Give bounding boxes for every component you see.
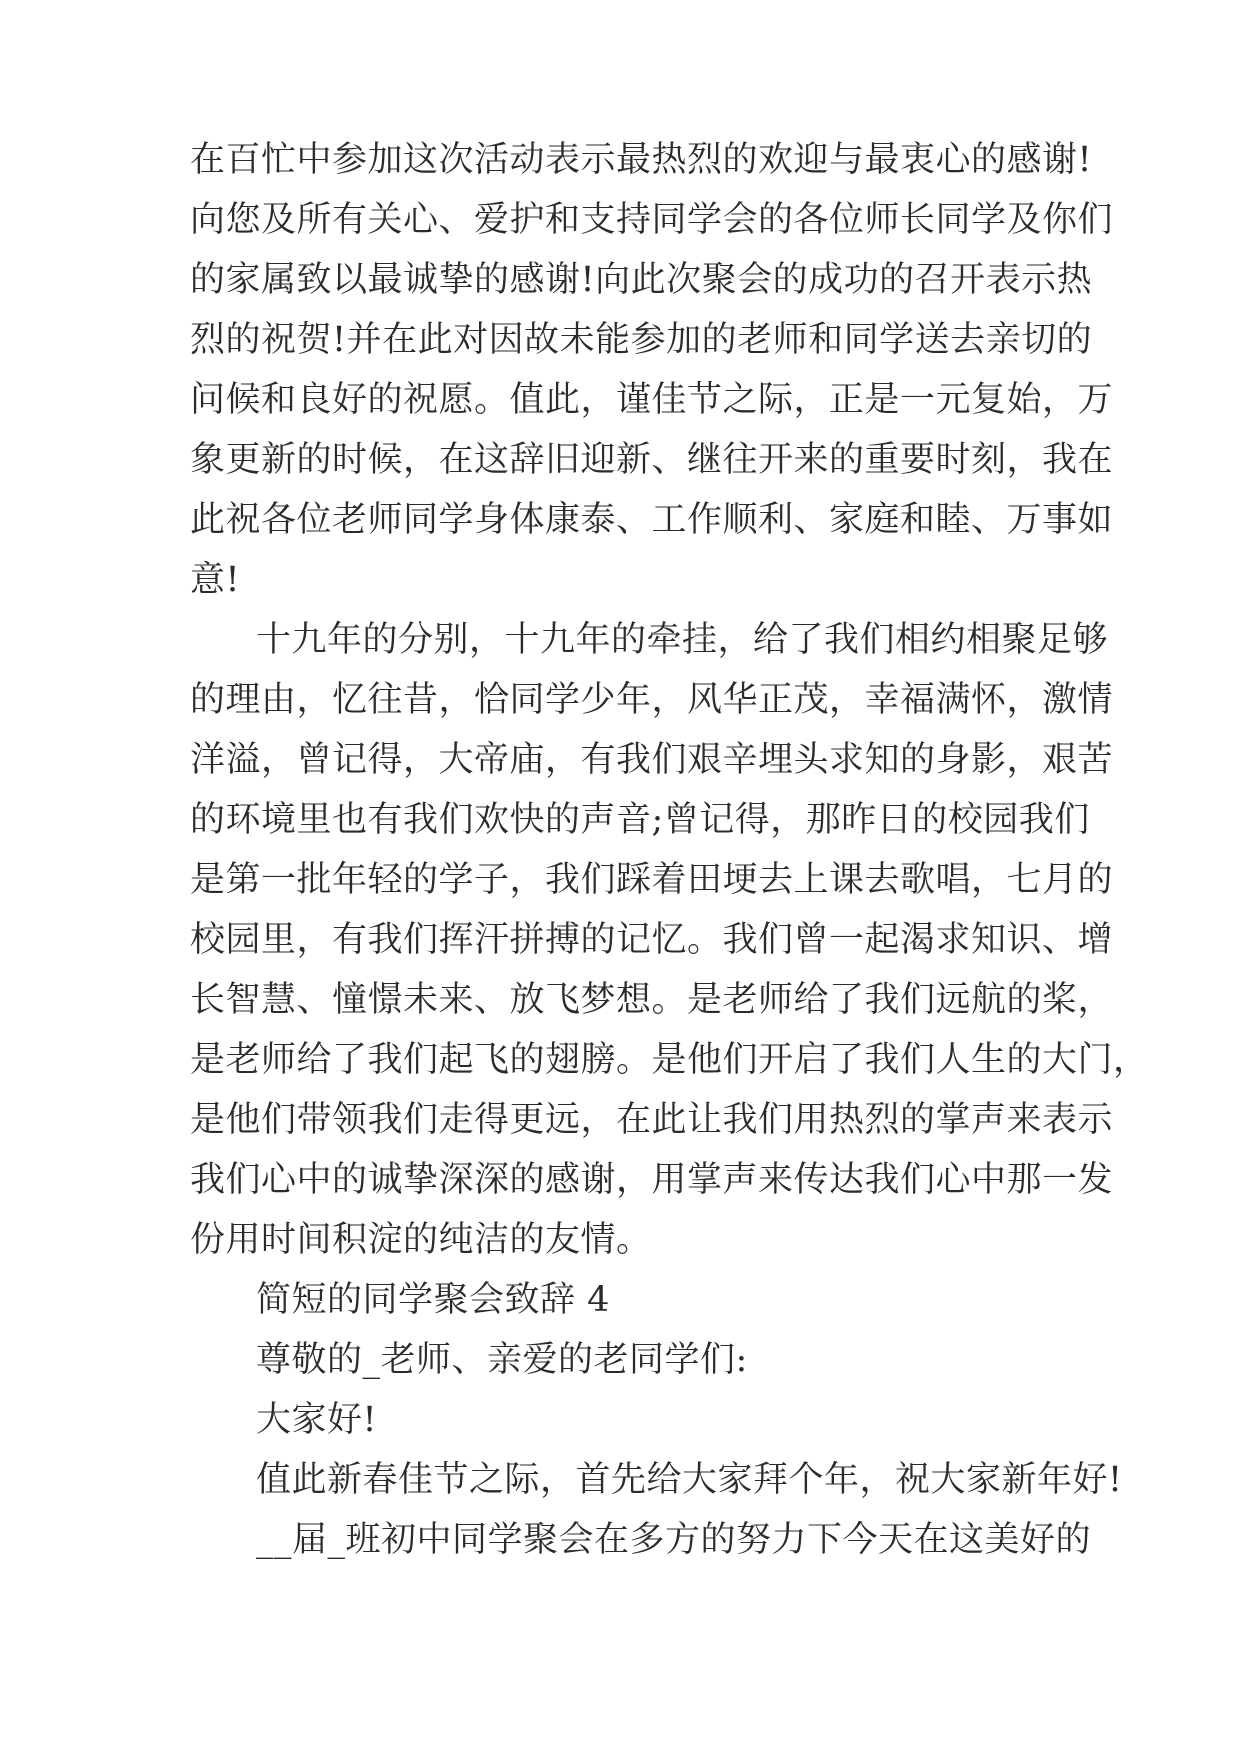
text-line: 是老师给了我们起飞的翅膀。是他们开启了我们人生的大门， (190, 1040, 1149, 1080)
text-line: 的理由，忆往昔，恰同学少年，风华正茂，幸福满怀，激情 (190, 680, 1114, 720)
salutation: 尊敬的_老师、亲爱的老同学们: (256, 1340, 748, 1380)
text-line: 意! (190, 560, 241, 600)
text-line: 是第一批年轻的学子，我们踩着田埂去上课去歌唱，七月的 (190, 860, 1114, 900)
text-line: 此祝各位老师同学身体康泰、工作顺利、家庭和睦、万事如 (190, 500, 1114, 540)
text-line: 洋溢，曾记得，大帝庙，有我们艰辛埋头求知的身影，艰苦 (190, 740, 1114, 780)
text-line: 问候和良好的祝愿。值此，谨佳节之际，正是一元复始，万 (190, 380, 1114, 420)
text-line: 我们心中的诚挚深深的感谢，用掌声来传达我们心中那一发 (190, 1160, 1114, 1200)
section-heading: 简短的同学聚会致辞 4 (256, 1280, 610, 1320)
body-text (190, 130, 1149, 1570)
text-line: 烈的祝贺!并在此对因故未能参加的老师和同学送去亲切的 (190, 320, 1093, 360)
text-line: 的家属致以最诚挚的感谢!向此次聚会的成功的召开表示热 (190, 260, 1093, 300)
text-line: 份用时间积淀的纯洁的友情。 (190, 1220, 652, 1260)
text-line: 象更新的时候，在这辞旧迎新、继往开来的重要时刻，我在 (190, 440, 1114, 480)
paragraph-first-line: 十九年的分别，十九年的牵挂，给了我们相约相聚足够 (256, 620, 1109, 660)
paragraph-first-line: __届_班初中同学聚会在多方的努力下今天在这美好的 (256, 1520, 1092, 1560)
text-line: 的环境里也有我们欢快的声音;曾记得，那昨日的校园我们 (190, 800, 1090, 840)
greeting: 大家好! (256, 1400, 378, 1440)
text-line: 长智慧、憧憬未来、放飞梦想。是老师给了我们远航的桨， (190, 980, 1114, 1020)
text-line: 在百忙中参加这次活动表示最热烈的欢迎与最衷心的感谢! (190, 140, 1093, 180)
text-line: 是他们带领我们走得更远，在此让我们用热烈的掌声来表示 (190, 1100, 1114, 1140)
text-line: 向您及所有关心、爱护和支持同学会的各位师长同学及你们 (190, 200, 1114, 240)
paragraph-first-line: 值此新春佳节之际，首先给大家拜个年，祝大家新年好! (256, 1460, 1123, 1500)
text-line: 校园里，有我们挥汗拼搏的记忆。我们曾一起渴求知识、增 (190, 920, 1114, 960)
